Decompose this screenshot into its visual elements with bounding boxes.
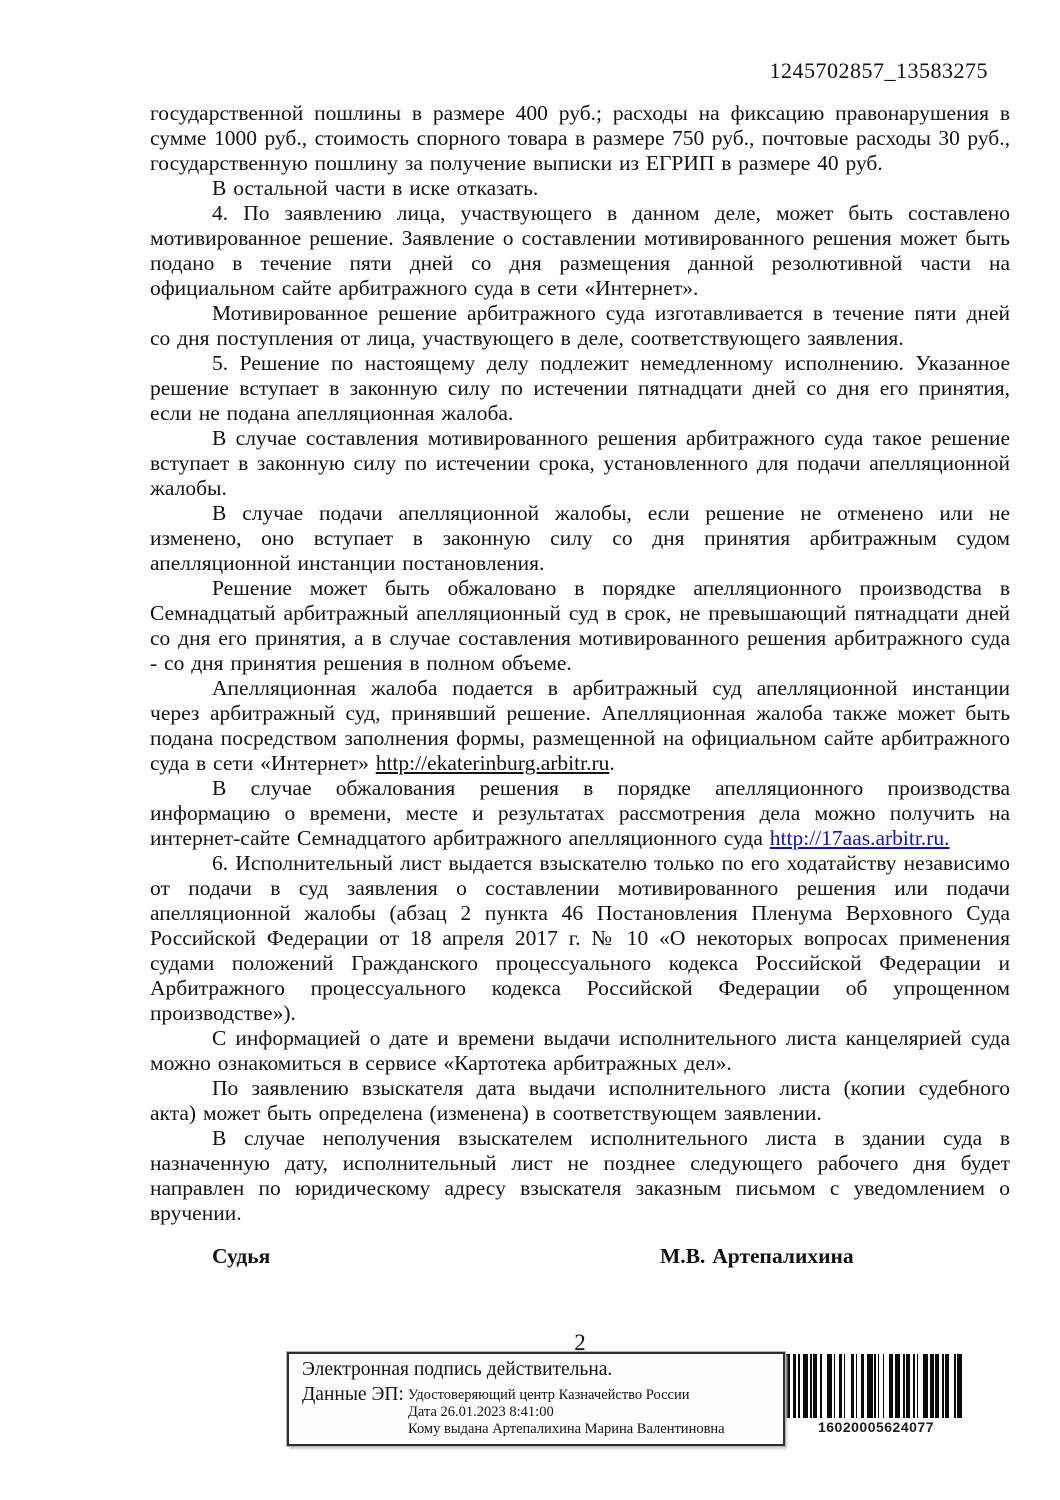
paragraph-appeal-procedure: Решение может быть обжаловано в порядке апелляционного производства в Семнадцатый арбитражный апелляционный суд в срок, не превышающий пятнадцати дней со дня его принятия, а в случае составления мотивированного решения арбитражного суда - со дня принятия решения в полном объеме. [150, 576, 1010, 675]
document-id: 1245702857_13583275 [769, 58, 988, 83]
paragraph-5-immediate-execution: 5. Решение по настоящему делу подлежит немедленному исполнению. Указанное решение вступает в законную силу по истечении пятнадцати дней со дня его принятия, если не подана апелляционная жалоба. [150, 351, 1010, 425]
paragraph-force-after-term: В случае составления мотивированного решения арбитражного суда такое решение вступает в законную силу по истечении срока, установленного для подачи апелляционной жалобы. [150, 426, 1010, 500]
stamp-data-values [408, 1384, 725, 1438]
stamp-details-row [302, 1384, 775, 1438]
paragraph-decision-prepared: Мотивированное решение арбитражного суда изготавливается в течение пяти дней со дня поступления от лица, участвующего в деле, соответствующего заявления. [150, 301, 1010, 350]
ekaterinburg-court-link[interactable]: http://ekaterinburg.arbitr.ru [375, 751, 610, 775]
barcode-bars [776, 1354, 976, 1418]
paragraph-force-after-appeal: В случае подачи апелляционной жалобы, если решение не отменено или не изменено, оно вступает в законную силу со дня принятия арбитражным судом апелляционной инстанции постановления. [150, 501, 1010, 575]
judge-name: М.В. Артепалихина [660, 1244, 854, 1268]
document-body [150, 101, 1010, 1270]
17aas-court-link[interactable]: http://17aas.arbitr.ru. [769, 826, 950, 850]
electronic-signature-stamp [287, 1352, 785, 1446]
stamp-validity-text: Электронная подпись действительна. [302, 1359, 613, 1380]
barcode-number: 16020005624077 [817, 1419, 934, 1435]
paragraph-claim-denied: В остальной части в иске отказать. [212, 176, 539, 200]
paragraph-costs: государственной пошлины в размере 400 руб.; расходы на фиксацию правонарушения в сумме 1000 руб., стоимость спорного товара в размере 750 руб., почтовые расходы 30 руб., государственную пошлину за получение выписки из ЕГРИП в размере 40 руб. [150, 101, 1010, 175]
paragraph-4-motivated-decision: 4. По заявлению лица, участвующего в данном деле, может быть составлено мотивированное решение. Заявление о составлении мотивированного решения может быть подано в течение пяти дней со дня размещения данной резолютивной части на официальном сайте арбитражного суда в сети «Интернет». [150, 201, 1010, 300]
paragraph-appeal-form-period: . [609, 751, 615, 775]
stamp-certification-center: Удостоверяющий центр Казначейство России [408, 1387, 690, 1403]
paragraph-writ-info-service: С информацией о дате и времени выдачи исполнительного листа канцелярией суда можно ознакомиться в сервисе «Картотека арбитражных дел». [150, 1026, 1010, 1075]
stamp-issued-to: Кому выдана Артепалихина Марина Валентиновна [408, 1421, 725, 1437]
paragraph-appeal-info-text: В случае обжалования решения в порядке апелляционного производства информацию о времени, месте и результатах рассмотрения дела можно получить на интернет-сайте Семнадцатого арбитражного апелляционного суда [150, 776, 1010, 850]
paragraph-appeal-form-text: Апелляционная жалоба подается в арбитражный суд апелляционной инстанции через арбитражный суд, принявший решение. Апелляционная жалоба также может быть подана посредством заполнения формы, размещенной на официальном сайте арбитражного суда в сети «Интернет» [150, 676, 1010, 775]
paragraph-6-writ-of-execution: 6. Исполнительный лист выдается взыскателю только по его ходатайству независимо от подачи в суд заявления о составлении мотивированного решения или подачи апелляционной жалобы (абзац 2 пункта 46 Постановления Пленума Верховного Суда Российской Федерации от 18 апреля 2017 г. № 10 «О некоторых вопросах применения судами положений Гражданского процессуального кодекса Российской Федерации и Арбитражного процессуального кодекса Российской Федерации об упрощенном производстве»). [150, 851, 1010, 1025]
paragraph-writ-mailing: В случае неполучения взыскателем исполнительного листа в здании суда в назначенную дату, исполнительный лист не позднее следующего рабочего дня будет направлен по юридическому адресу взыскателя заказным письмом с уведомлением о вручении. [150, 1126, 1010, 1225]
stamp-data-label: Данные ЭП: [302, 1384, 404, 1405]
barcode [776, 1354, 976, 1435]
judge-label: Судья [212, 1244, 271, 1268]
paragraph-writ-date: По заявлению взыскателя дата выдачи исполнительного листа (копии судебного акта) может быть определена (изменена) в соответствующем заявлении. [150, 1076, 1010, 1125]
signature-row [150, 1244, 1010, 1270]
stamp-date: Дата 26.01.2023 8:41:00 [408, 1404, 554, 1420]
page-number: 2 [574, 1330, 586, 1355]
paragraph-appeal-info [150, 776, 1010, 851]
paragraph-appeal-form [150, 676, 1010, 776]
